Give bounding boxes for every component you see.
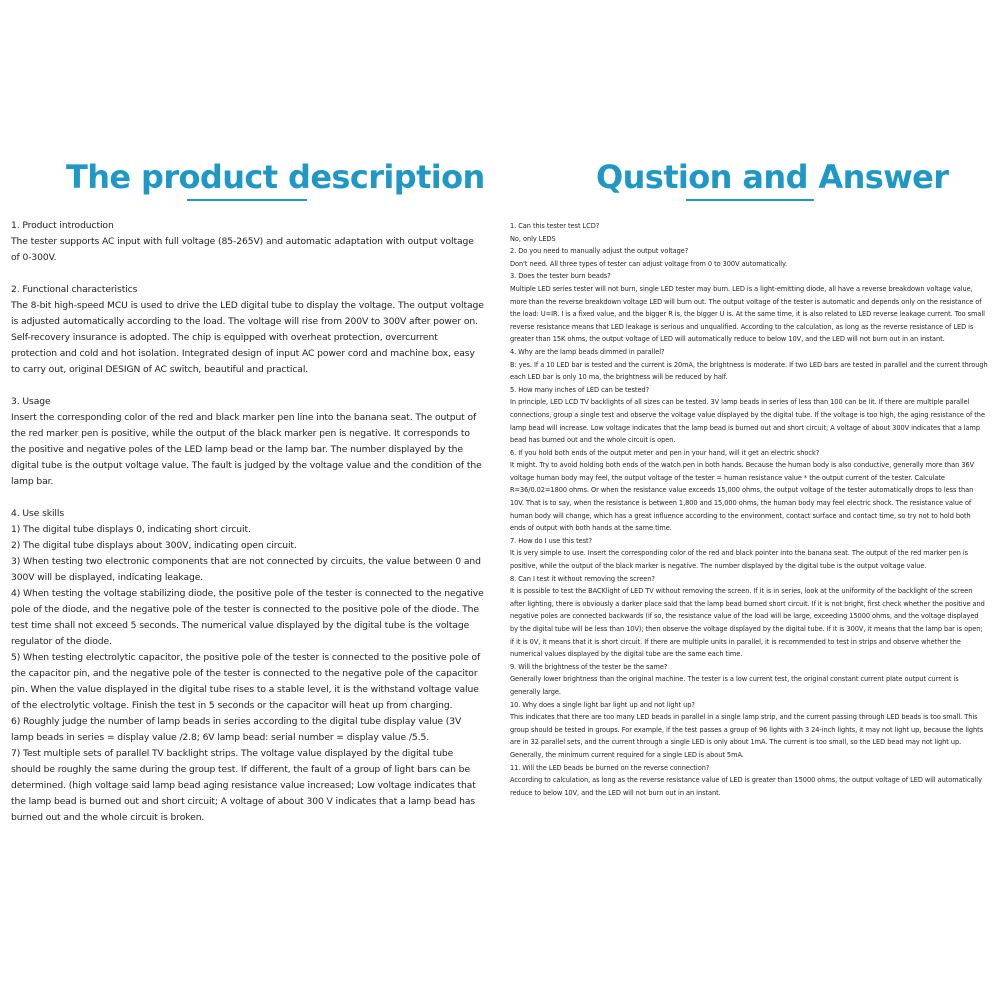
question: 3. Does the tester burn beads? — [510, 272, 611, 281]
answer: This indicates that there are too many LED beads in parallel in a single lamp strip, and the current passing through LED beads is too small. This group should be tested in groups. For example, if the test passes a group of 96 lights with 3 24-inch lights, it may not light up, because the lights are in 32 parallel sets, and the current through a single LED is only about 1mA. The current is too small, so the LED bead may not light up. Generally, the minimum current required for a single LED is about 5mA. — [510, 713, 984, 759]
qa-item — [510, 535, 988, 573]
skill-item: 4) When testing the voltage stabilizing diode, the positive pole of the tester is connected to the negative pole of the diode, and the negative pole of the tester is connected to the positive pole of the diode. The test time shall not exceed 5 seconds. The numerical value displayed by the digital tube is the voltage regulator of the diode. — [11, 588, 484, 647]
skill-item: 6) Roughly judge the number of lamp beads in series according to the digital tube display value (3V lamp beads in series = display value /2.8; 6V lamp bead: serial number = display value /5.5. — [11, 716, 462, 743]
skill-item: 3) When testing two electronic components that are not connected by circuits, the value between 0 and 300V will be displayed, indicating leakage. — [11, 556, 481, 583]
section-heading: 1. Product introduction — [11, 220, 114, 231]
section-paragraph: The 8-bit high-speed MCU is used to drive the LED digital tube to display the voltage. The output voltage is adjusted automatically according to the load. The voltage will rise from 200V to 300V after power on. Self-recovery insurance is adopted. The chip is equipped with overheat protection, overcurrent protection and cold and hot isolation. Integrated design of input AC power cord and machine box, easy to carry out, original DESIGN of AC switch, beautiful and practical. — [11, 300, 484, 375]
section-heading: 4. Use skills — [11, 508, 65, 519]
qa-item — [510, 346, 988, 384]
answer: It is possible to test the BACKlight of LED TV without removing the screen. If it is in series, look at the uniformity of the backlight of the screen after lighting, there is obviously a darker place said that the lamp bead burned short circuit. If it is not bright, first check whether the positive and negative poles are connected backwards (if so, the resistance value of the load will be large, exceeding 15000 ohms, and the voltage displayed by the digital tube will be less than 10V); then observe the voltage displayed by the digital tube. If it is 300V, it means that the lamp bar is open; if it is 0V, it means that it is short circuit. If there are multiple units in parallel, it is recommended to test in strips and observe whether the numerical values displayed by the digital tube are the same each time. — [510, 587, 985, 659]
question: 1. Can this tester test LCD? — [510, 222, 600, 230]
section-paragraph: The tester supports AC input with full voltage (85-265V) and automatic adaptation with output voltage of 0-300V. — [11, 236, 474, 263]
skill-item: 7) Test multiple sets of parallel TV backlight strips. The voltage value displayed by the digital tube should be roughly the same during the group test. If different, the fault of a group of light bars can be determined. (high voltage said lamp bead aging resistance value increased; Low voltage indicates that the lamp bead is burned out and short circuit; A voltage of about 300 V indicates that a lamp bead has burned out and the whole circuit is broken. — [11, 748, 476, 823]
question: 2. Do you need to manually adjust the output voltage? — [510, 247, 689, 256]
answer: No, only LEDS — [510, 234, 556, 243]
qa-item — [510, 699, 988, 762]
question: 5. How many inches of LED can be tested? — [510, 385, 650, 394]
product-description-body — [11, 218, 485, 826]
qa-item — [510, 447, 988, 535]
qa-item — [510, 762, 988, 800]
section-use-skills — [11, 506, 485, 826]
qa-title: Qustion and Answer — [596, 158, 949, 196]
question: 7. How do I use this test? — [510, 536, 592, 545]
product-description-title: The product description — [66, 158, 485, 196]
qa-body — [510, 220, 988, 799]
qa-item — [510, 270, 988, 346]
answer: According to calculation, as long as the reverse resistance value of LED is greater than 15000 ohms, the output voltage of LED will automatically reduce to below 10V, and the LED will not burn out in an instant. — [510, 776, 982, 797]
question: 8. Can I test it without removing the screen? — [510, 574, 655, 583]
answer: It is very simple to use. Insert the corresponding color of the red and black pointer into the banana seat. The output of the red marker pen is positive, while the output of the black marker is negative. The number displayed by the digital tube is the output voltage value. — [510, 549, 969, 571]
section-functional-characteristics — [11, 282, 485, 378]
section-paragraph: Insert the corresponding color of the red and black marker pen line into the banana seat. The output of the red marker pen is positive, while the output of the black marker pen is negative. It corresponds to the positive and negative poles of the LED lamp bead or the lamp bar. The number displayed by the digital tube is the output voltage value. The fault is judged by the voltage value and the condition of the lamp bar. — [11, 412, 482, 487]
qa-item — [510, 384, 988, 447]
skill-item: 5) When testing electrolytic capacitor, the positive pole of the tester is connected to the positive pole of the capacitor pin, and the negative pole of the tester is connected to the negative pole of the capacitor pin. When the value displayed in the digital tube rises to a stable level, it is the withstand voltage value of the electrolytic voltage. Finish the test in 5 seconds or the capacitor will heat up from charging. — [11, 652, 481, 711]
qa-item — [510, 245, 988, 270]
question: 9. Will the brightness of the tester be the same? — [510, 662, 668, 671]
answer: Multiple LED series tester will not burn, single LED tester may burn. LED is a light-emitting diode, all have a reverse breakdown voltage value, more than the reverse breakdown voltage LED will burn out. The output voltage of the tester is automatic and depends only on the resistance of the load: U=IR. I is a fixed value, and the bigger R is, the bigger U is. At the same time, it is also related to LED reverse leakage current. Too small reverse resistance means that LED leakage is serious and unqualified. According to the calculation, as long as the reverse resistance of LED is greater than 15K ohms, the output voltage of LED will automatically reduce to below 10V, and the LED will not burn out in an instant. — [510, 284, 985, 344]
skill-item: 1) The digital tube displays 0, indicating short circuit. — [11, 524, 251, 535]
answer: It might. Try to avoid holding both ends of the watch pen in both hands. Because the human body is also conductive, generally more than 36V voltage human body may feel, the output voltage of the tester = human resistance value * the output current of the tester. Calculate R=36/0.02=1800 ohms. Or when the resistance value exceeds 15,000 ohms, the output voltage of the tester automatically drops to less than 10V. That is to say, when the resistance is between 1,800 and 15,000 ohms, the human body may feel electric shock. The resistance value of human body will change, which has a great influence according to the environment, contact surface and contact time, so try not to hold both ends of output with both hands at the same time. — [510, 461, 975, 533]
section-heading: 3. Usage — [11, 396, 51, 407]
question: 4. Why are the lamp beads dimmed in parallel? — [510, 347, 665, 356]
qa-item — [510, 573, 988, 661]
title-underline — [187, 199, 307, 201]
answer: Generally lower brightness than the original machine. The tester is a low current test, the original constant current plate output current is generally large. — [510, 675, 959, 696]
answer: Don't need. All three types of tester can adjust voltage from 0 to 300V automatically. — [510, 259, 787, 268]
section-usage — [11, 394, 485, 490]
answer: In principle, LED LCD TV backlights of all sizes can be tested. 3V lamp beads in series of less than 100 can be lit. If there are multiple parallel connections, group a single test and observe the voltage value displayed by the digital tube. If the voltage is too high, the aging resistance of the lamp bead will increase. Low voltage indicates that the lamp bead is burned out and short circuit; A voltage of about 300V indicates that a lamp bead has burned out and the whole circuit is open. — [510, 398, 985, 445]
qa-item — [510, 661, 988, 699]
title-underline — [686, 199, 814, 201]
question: 10. Why does a single light bar light up and not light up? — [510, 700, 695, 709]
question: 11. Will the LED beads be burned on the reverse connection? — [510, 763, 710, 772]
section-product-introduction — [11, 218, 485, 266]
qa-item — [510, 220, 988, 245]
skill-item: 2) The digital tube displays about 300V, indicating open circuit. — [11, 540, 297, 551]
question: 6. If you hold both ends of the output meter and pen in your hand, will it get an electric shock? — [510, 448, 820, 457]
section-heading: 2. Functional characteristics — [11, 284, 138, 295]
answer: B: yes. If a 10 LED bar is tested and the current is 20mA, the brightness is moderate. If two LED bars are tested in parallel and the current through each LED bar is only 10 ma, the brightness will be reduced by half. — [510, 360, 988, 382]
